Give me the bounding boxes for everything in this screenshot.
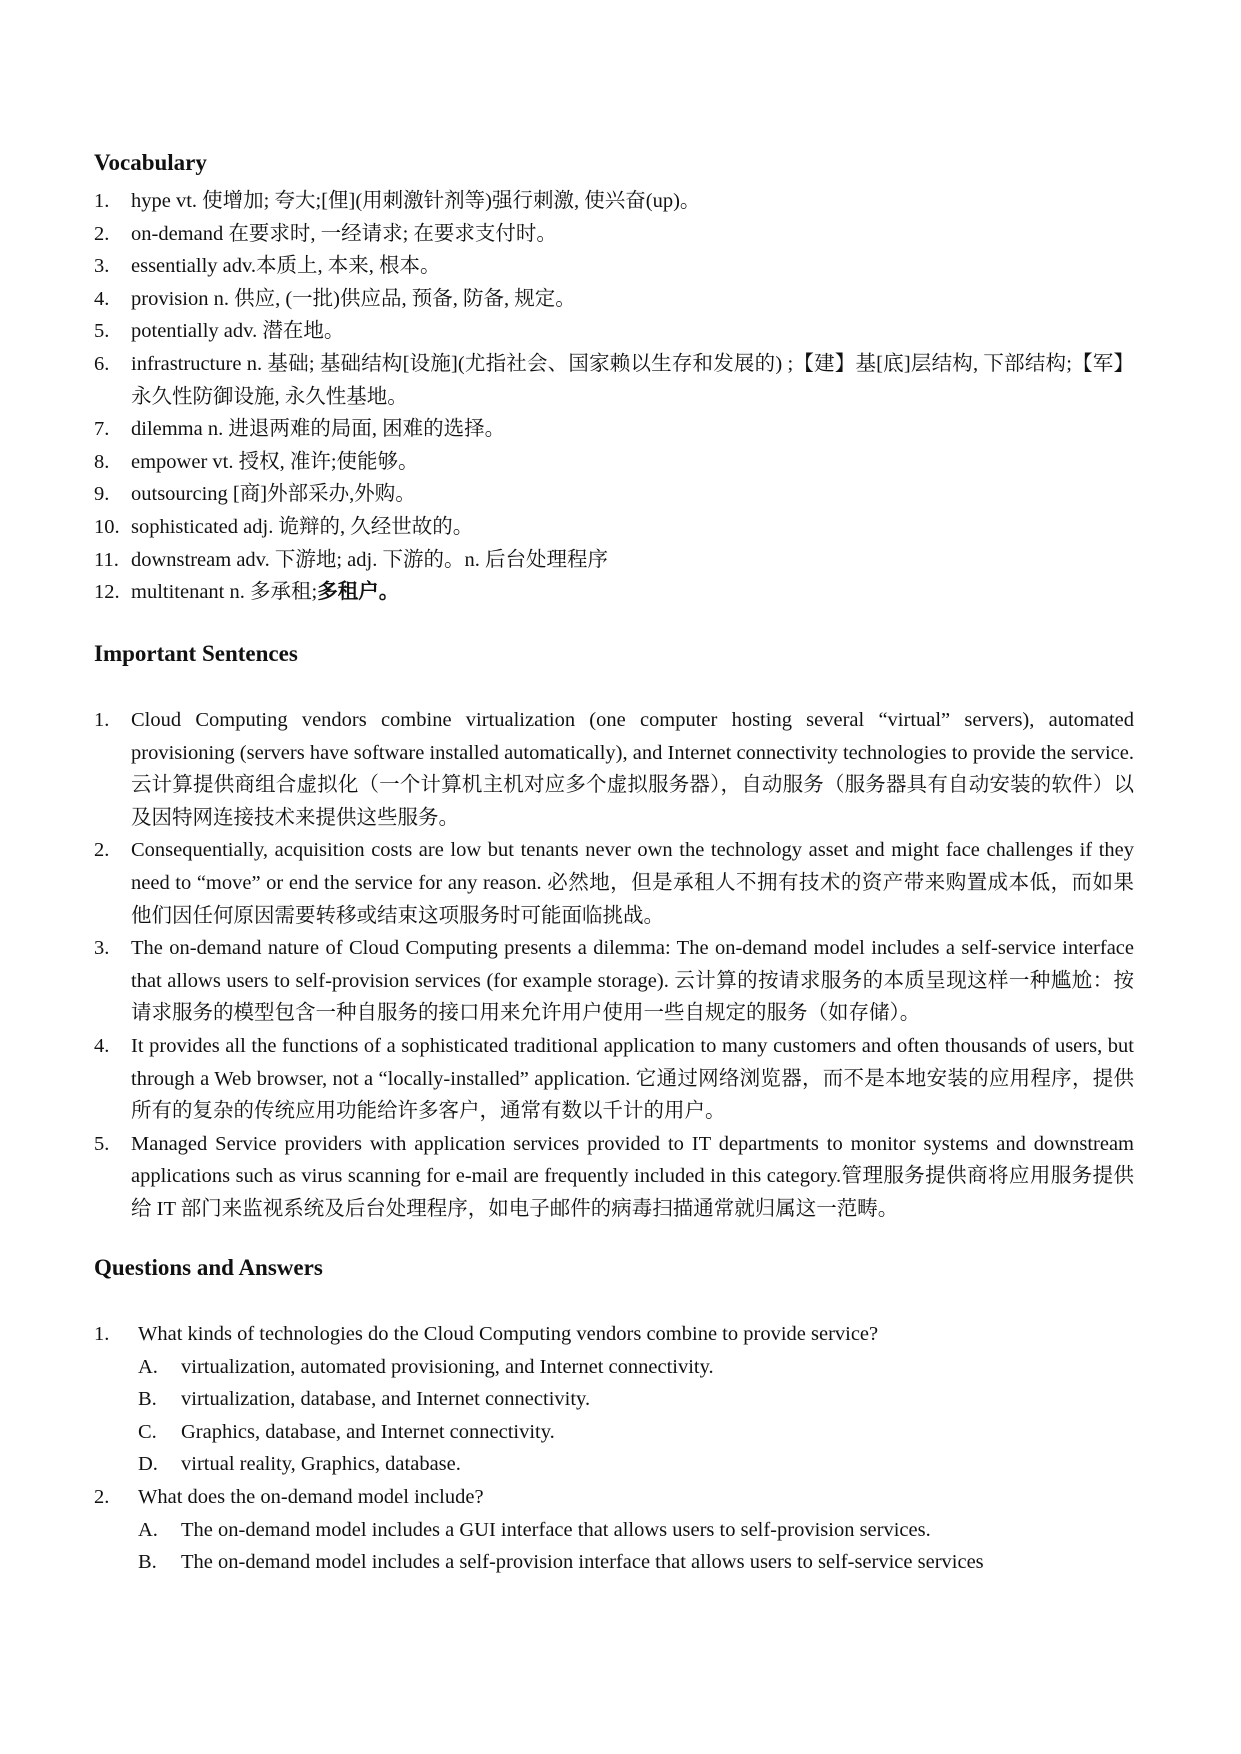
answer-option xyxy=(94,1546,1134,1579)
option-label: D. xyxy=(138,1453,158,1476)
question-number: 1. xyxy=(94,1323,110,1345)
qa-list xyxy=(94,1318,1134,1579)
vocabulary-item xyxy=(94,511,1134,544)
item-number: 5. xyxy=(94,1132,110,1155)
vocabulary-item xyxy=(94,250,1134,283)
option-label: C. xyxy=(138,1420,157,1443)
vocabulary-item xyxy=(94,576,1134,609)
item-number: 1. xyxy=(94,709,110,731)
item-number: 2. xyxy=(94,839,110,862)
vocabulary-item xyxy=(94,185,1134,218)
sentence-text: Consequentially, acquisition costs are low but tenants never own the technology asset and might face challenges if they need to “move” or end the service for any reason. 必然地，但是承租人不拥有技术的资产带来购置成本低，而如果他们因任何原因需要转移或结束这项服务时可能面临挑战。 xyxy=(131,839,1134,927)
answer-option xyxy=(94,1383,1134,1416)
item-text: potentially adv. 潜在地。 xyxy=(131,320,345,343)
item-number: 6. xyxy=(94,352,110,375)
option-label: B. xyxy=(138,1388,157,1411)
item-text: infrastructure n. 基础; 基础结构[设施](尤指社会、国家赖以生存和发展的) ;【建】基[底]层结构, 下部结构;【军】永久性防御设施, 永久性基地。 xyxy=(131,352,1134,408)
item-text xyxy=(131,576,1134,609)
sentence-item xyxy=(94,834,1134,932)
item-text: on-demand 在要求时, 一经请求; 在要求支付时。 xyxy=(131,222,557,245)
item-number: 9. xyxy=(94,483,110,506)
vocabulary-list xyxy=(94,185,1134,609)
answer-options xyxy=(94,1514,1134,1579)
item-text: sophisticated adj. 诡辩的, 久经世故的。 xyxy=(131,515,474,538)
vocabulary-heading: Vocabulary xyxy=(94,150,207,175)
item-text: hype vt. 使增加; 夸大;[俚](用刺激针剂等)强行刺激, 使兴奋(up)。 xyxy=(131,190,701,212)
sentence-item xyxy=(94,1128,1134,1226)
question-item xyxy=(94,1318,1134,1481)
item-text: outsourcing [商]外部采办,外购。 xyxy=(131,483,416,506)
vocabulary-item xyxy=(94,315,1134,348)
sentence-item xyxy=(94,932,1134,1030)
sentence-text: The on-demand nature of Cloud Computing presents a dilemma: The on-demand model includes a self-service interface that allows users to self-provision services (for example storage). 云计算的按请求服务的本质呈现这样一种尴尬：按请求服务的模型包含一种自服务的接口用来允许用户使用一些自规定的服务（如存储）。 xyxy=(131,937,1134,1025)
item-number: 3. xyxy=(94,937,110,960)
option-label: A. xyxy=(138,1355,158,1378)
item-term: multitenant n. 多承租; xyxy=(131,581,318,604)
answer-option xyxy=(94,1416,1134,1449)
item-number: 12. xyxy=(94,581,120,604)
sentence-text: Cloud Computing vendors combine virtualization (one computer hosting several “virtual” servers), automated provisioning (servers have software installed automatically), and Internet connectivity technologies to provide the service. 云计算提供商组合虚拟化（一个计算机主机对应多个虚拟服务器），自动服务（服务器具有自动安装的软件）以及因特网连接技术来提供这些服务。 xyxy=(131,709,1134,829)
option-text: virtualization, database, and Internet connectivity. xyxy=(181,1388,591,1411)
sentence-text: It provides all the functions of a sophisticated traditional application to many customers and often thousands of users, but through a Web browser, not a “locally-installed” application. 它通过网络浏览器，而不是本地安装的应用程序，提供所有的复杂的传统应用功能给许多客户，通常有数以千计的用户。 xyxy=(131,1034,1134,1123)
question-text: What kinds of technologies do the Cloud Computing vendors combine to provide service? xyxy=(138,1323,879,1345)
item-number: 4. xyxy=(94,287,110,310)
vocabulary-item xyxy=(94,413,1134,446)
item-number: 11. xyxy=(94,548,119,571)
item-number: 3. xyxy=(94,255,110,278)
option-text: virtual reality, Graphics, database. xyxy=(181,1453,461,1476)
qa-heading: Questions and Answers xyxy=(94,1255,323,1280)
question-item xyxy=(94,1481,1134,1579)
sentence-item xyxy=(94,704,1134,834)
sentence-item xyxy=(94,1030,1134,1128)
question-number: 2. xyxy=(94,1485,110,1508)
item-text: provision n. 供应, (一批)供应品, 预备, 防备, 规定。 xyxy=(131,287,576,310)
item-text: dilemma n. 进退两难的局面, 困难的选择。 xyxy=(131,418,506,441)
sentences-heading: Important Sentences xyxy=(94,641,298,666)
item-bold-meaning: 多租户。 xyxy=(317,581,400,604)
item-number: 2. xyxy=(94,222,110,245)
item-text: essentially adv.本质上, 本来, 根本。 xyxy=(131,255,441,278)
vocabulary-item xyxy=(94,544,1134,577)
option-text: virtualization, automated provisioning, and Internet connectivity. xyxy=(181,1355,714,1378)
answer-option xyxy=(94,1448,1134,1481)
option-label: A. xyxy=(138,1518,158,1541)
item-number: 5. xyxy=(94,320,110,343)
option-text: Graphics, database, and Internet connectivity. xyxy=(181,1420,555,1443)
option-text: The on-demand model includes a self-provision interface that allows users to self-service services xyxy=(181,1551,984,1574)
option-label: B. xyxy=(138,1551,157,1574)
vocabulary-item xyxy=(94,283,1134,316)
answer-option xyxy=(94,1514,1134,1547)
item-number: 10. xyxy=(94,515,120,538)
vocabulary-item xyxy=(94,446,1134,479)
item-number: 1. xyxy=(94,190,110,212)
item-text: downstream adv. 下游地; adj. 下游的。n. 后台处理程序 xyxy=(131,548,608,571)
answer-option xyxy=(94,1351,1134,1384)
sentences-list xyxy=(94,704,1134,1226)
item-number: 4. xyxy=(94,1034,110,1057)
option-text: The on-demand model includes a GUI interface that allows users to self-provision services. xyxy=(181,1518,931,1541)
sentence-text: Managed Service providers with application services provided to IT departments to monitor systems and downstream applications such as virus scanning for e-mail are frequently included in this category.管理服务提供商将应用服务提供给 IT 部门来监视系统及后台处理程序，如电子邮件的病毒扫描通常就归属这一范畴。 xyxy=(131,1132,1134,1220)
answer-options xyxy=(94,1351,1134,1481)
item-number: 8. xyxy=(94,450,110,473)
item-text: empower vt. 授权, 准许;使能够。 xyxy=(131,450,419,473)
vocabulary-item xyxy=(94,348,1134,413)
item-number: 7. xyxy=(94,418,110,441)
question-text: What does the on-demand model include? xyxy=(138,1485,484,1508)
vocabulary-item xyxy=(94,478,1134,511)
vocabulary-item xyxy=(94,218,1134,251)
